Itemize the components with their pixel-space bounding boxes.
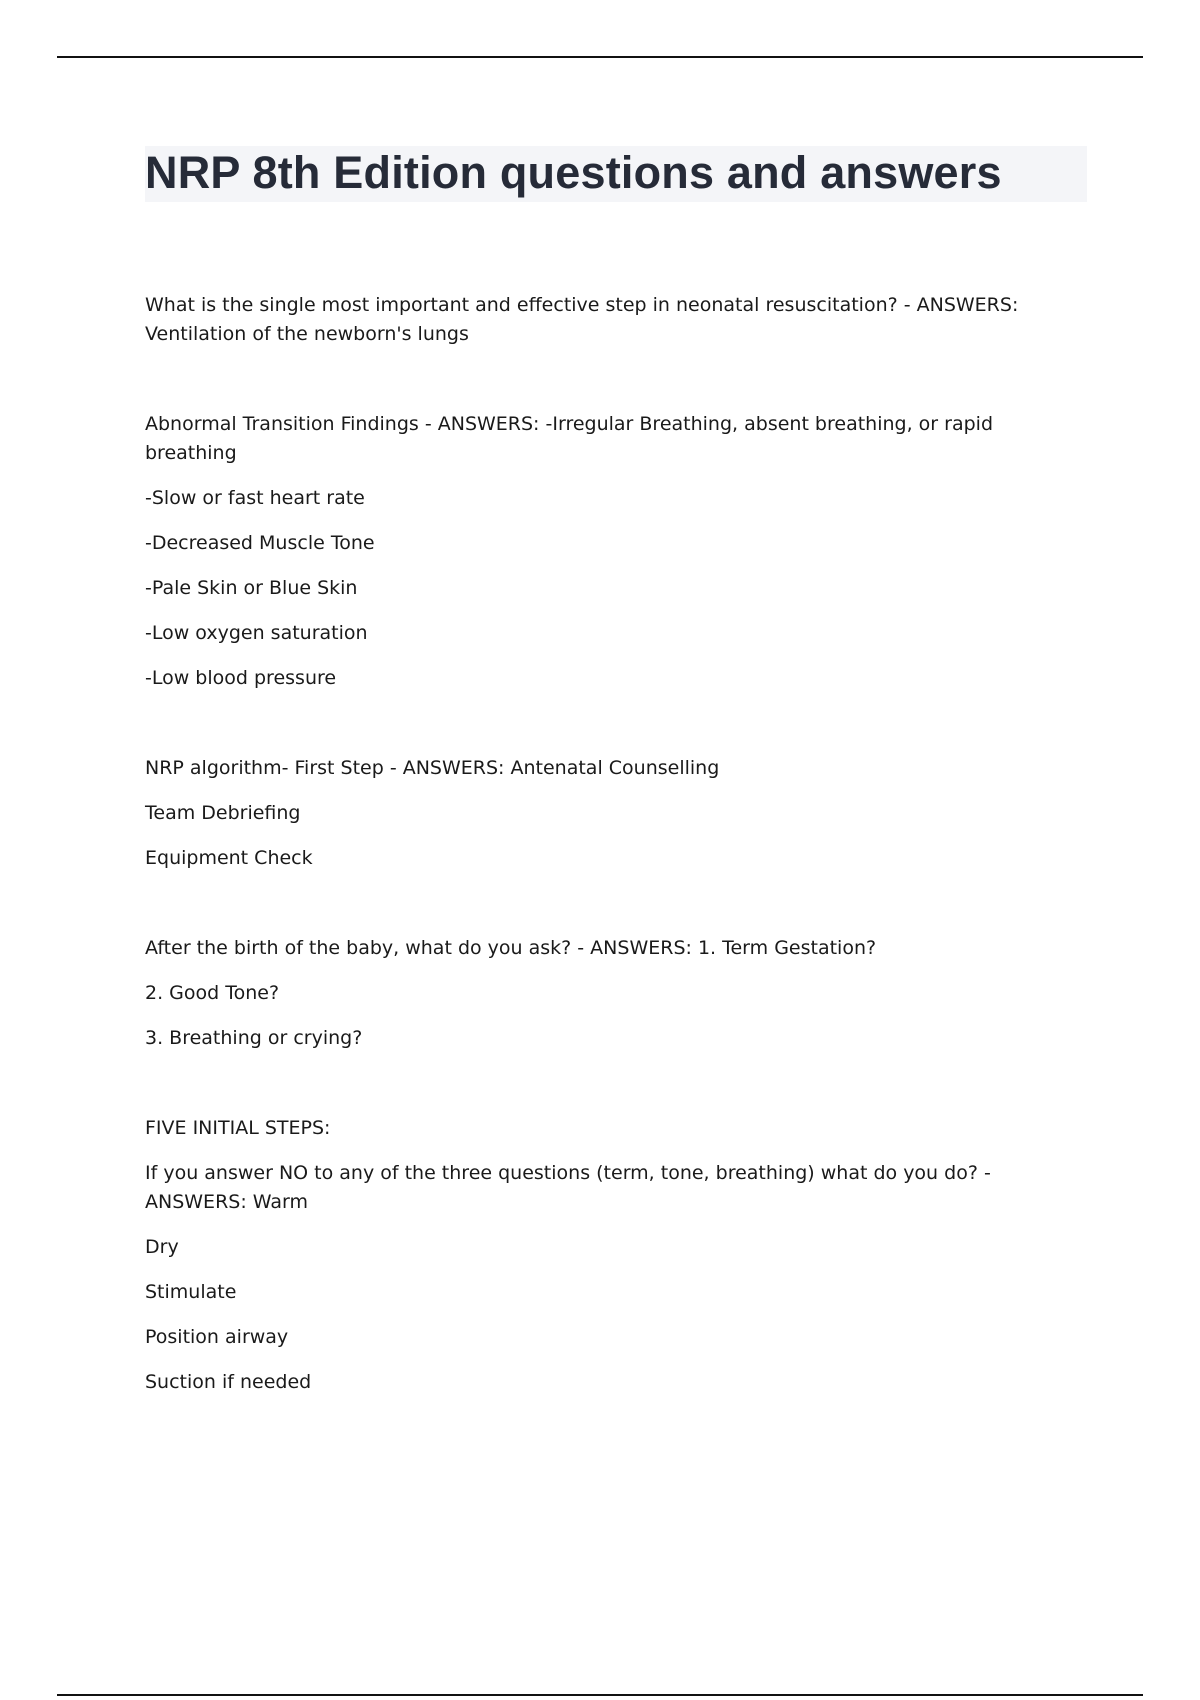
qa-section-5 bbox=[145, 1114, 1090, 1397]
qa-line: -Low oxygen saturation bbox=[145, 622, 368, 644]
qa-line: 3. Breathing or crying? bbox=[145, 1027, 363, 1049]
qa-line: Position airway bbox=[145, 1326, 289, 1348]
qa-line: Abnormal Transition Findings - ANSWERS: -Irregular Breathing, absent breathing, or rapid breathing bbox=[145, 413, 994, 464]
section-heading: FIVE INITIAL STEPS: bbox=[145, 1117, 331, 1139]
qa-section-4 bbox=[145, 934, 1090, 1053]
qa-line: Equipment Check bbox=[145, 847, 313, 869]
qa-line: Dry bbox=[145, 1236, 179, 1258]
qa-line: If you answer NO to any of the three questions (term, tone, breathing) what do you do? - ANSWERS: Warm bbox=[145, 1162, 991, 1213]
qa-line: After the birth of the baby, what do you ask? - ANSWERS: 1. Term Gestation? bbox=[145, 937, 877, 959]
qa-line: Suction if needed bbox=[145, 1371, 312, 1393]
document-body bbox=[145, 291, 1090, 1397]
qa-line: -Decreased Muscle Tone bbox=[145, 532, 375, 554]
bottom-rule bbox=[57, 1694, 1143, 1696]
qa-section-1 bbox=[145, 291, 1090, 349]
top-rule bbox=[57, 56, 1143, 58]
qa-line: What is the single most important and effective step in neonatal resuscitation? - ANSWERS: Ventilation of the newborn's lungs bbox=[145, 294, 1019, 345]
document-title: NRP 8th Edition questions and answers bbox=[145, 147, 1002, 198]
qa-line: -Low blood pressure bbox=[145, 667, 337, 689]
qa-line: Team Debriefing bbox=[145, 802, 301, 824]
qa-line: NRP algorithm- First Step - ANSWERS: Antenatal Counselling bbox=[145, 757, 720, 779]
qa-line: -Slow or fast heart rate bbox=[145, 487, 365, 509]
qa-line: Stimulate bbox=[145, 1281, 237, 1303]
qa-section-2 bbox=[145, 410, 1090, 693]
qa-line: 2. Good Tone? bbox=[145, 982, 280, 1004]
qa-section-3 bbox=[145, 754, 1090, 873]
qa-line: -Pale Skin or Blue Skin bbox=[145, 577, 358, 599]
